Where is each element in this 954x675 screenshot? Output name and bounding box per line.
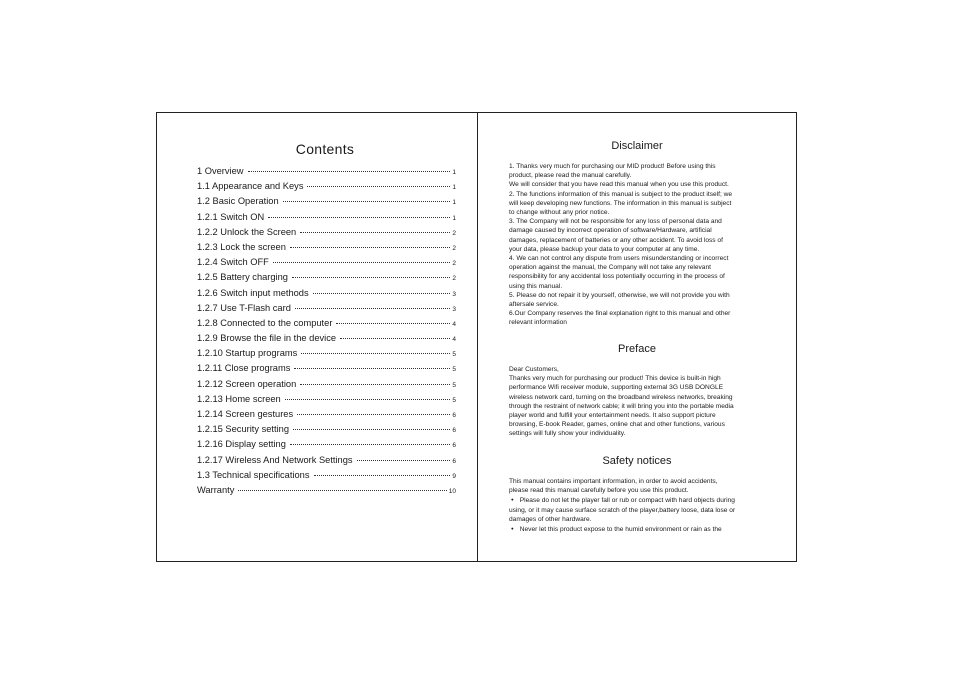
toc-entry-title: 1.2.14 Screen gestures <box>197 409 294 419</box>
toc-entry <box>197 485 456 500</box>
text-line: responsibility for any accidental loss potentially occurring in the process of <box>509 273 725 281</box>
toc-entry <box>197 470 456 485</box>
toc-leader-dots <box>313 293 451 294</box>
toc-entry-title: 1.2.1 Switch ON <box>197 211 265 222</box>
manual-spread <box>156 112 797 562</box>
text-line: 5. Please do not repair it by yourself, otherwise, we will not provide you with <box>509 291 730 299</box>
toc-entry <box>197 212 456 227</box>
preface-greeting: Dear Customers, <box>509 366 559 373</box>
toc-entry-page: 6 <box>452 427 456 435</box>
toc-entry-page: 1 <box>452 169 456 176</box>
toc-entry-title: 1.2.4 Switch OFF <box>197 257 269 268</box>
toc-entry-title: 1.2.7 Use T-Flash card <box>197 302 291 313</box>
toc-entry <box>197 394 456 409</box>
toc-entry-page: 1 <box>452 184 456 192</box>
toc-entry <box>197 242 456 257</box>
toc-entry-page: 2 <box>452 244 456 252</box>
toc-entry <box>197 439 456 454</box>
contents-page <box>157 113 477 561</box>
toc-entry-title: 1.2.11 Close programs <box>197 363 291 374</box>
toc-leader-dots <box>285 399 451 400</box>
text-line: browsing, E-book Reader, games, online chat and other functions, various <box>509 421 725 429</box>
toc-entry-page: 4 <box>452 336 456 344</box>
toc-entry-title: 1.2.10 Startup programs <box>197 348 298 359</box>
text-line: through the restraint of network cable; it will bring you into the portable media <box>509 402 734 410</box>
toc-entry-title: 1.2.15 Security setting <box>197 424 289 435</box>
text-line: wireless network card, turning on the broadband wireless networks, breaking <box>509 393 733 401</box>
text-line: settings will fully show your individuality. <box>509 430 626 438</box>
safety-text <box>509 477 765 534</box>
text-line: using this manual. <box>509 282 563 290</box>
safety-intro <box>509 477 765 495</box>
toc-entry <box>197 227 456 242</box>
toc-entry-page: 2 <box>452 229 456 237</box>
toc-entry-page: 10 <box>448 487 456 495</box>
toc-entry-title: 1.2.12 Screen operation <box>197 378 297 389</box>
text-line: please read this manual carefully before you use this product. <box>509 487 689 495</box>
toc-leader-dots <box>292 277 450 278</box>
disclaimer-text <box>509 162 765 328</box>
text-line: player world and fulfill your entertainment needs. It also support picture <box>509 412 716 420</box>
toc-leader-dots <box>314 475 451 476</box>
toc-entry-title: 1.2.2 Unlock the Screen <box>197 226 297 237</box>
toc-entry <box>197 318 456 333</box>
toc-entry-title: Warranty <box>197 484 235 495</box>
toc-entry-page: 1 <box>452 199 456 207</box>
toc-entry-title: 1.2.16 Display setting <box>197 439 286 450</box>
contents-title: Contents <box>295 141 355 157</box>
toc-entry <box>197 455 456 470</box>
safety-title: Safety notices <box>602 455 672 467</box>
toc-leader-dots <box>273 262 451 263</box>
toc-leader-dots <box>301 353 450 354</box>
preface-body <box>509 374 765 438</box>
toc-entry-title: 1.2.17 Wireless And Network Settings <box>197 454 353 465</box>
text-line: 6.Our Company reserves the final explanation right to this manual and other <box>509 310 731 318</box>
text-line: product, please read the manual carefully. <box>509 172 632 180</box>
toc-leader-dots <box>268 217 450 218</box>
text-line: Thanks very much for purchasing our product! This device is built-in high <box>509 375 721 383</box>
toc-entry-page: 5 <box>452 366 456 374</box>
toc-entry <box>197 424 456 439</box>
toc-entry-title: 1.2.9 Browse the file in the device <box>197 333 337 344</box>
toc-leader-dots <box>294 368 450 369</box>
toc-entry-title: 1.2.8 Connected to the computer <box>197 317 333 328</box>
toc-entry-title: 1.2.6 Switch input methods <box>197 287 309 298</box>
toc-entry-page: 4 <box>452 320 456 328</box>
toc-leader-dots <box>307 186 450 187</box>
safety-bullet-1 <box>509 495 765 524</box>
toc-entry-title: 1.2 Basic Operation <box>197 196 279 207</box>
toc-leader-dots <box>340 338 450 339</box>
text-line: ● Please do not let the player fall or rub or compact with hard objects during <box>509 495 765 505</box>
text-line: 1. Thanks very much for purchasing our MID product! Before using this <box>509 163 716 170</box>
toc-entry <box>197 363 456 378</box>
toc-leader-dots <box>357 460 451 461</box>
text-line: aftersale service. <box>509 301 559 309</box>
toc-entry-page: 9 <box>452 472 456 480</box>
toc-entry <box>197 379 456 394</box>
toc-entry <box>197 257 456 272</box>
text-line: 3. The Company will not be responsible for any loss of personal data and <box>509 218 722 226</box>
toc-entry-title: 1.2.5 Battery charging <box>197 272 288 283</box>
toc-leader-dots <box>248 171 451 172</box>
toc-entry-page: 3 <box>452 290 456 298</box>
text-line: your data, please backup your data to your computer at any time. <box>509 245 700 253</box>
toc-entry <box>197 272 456 287</box>
toc-leader-dots <box>238 490 446 491</box>
toc-entry <box>197 181 456 196</box>
text-line: 4. We can not control any dispute from users misunderstanding or incorrect <box>509 255 729 263</box>
preface-title: Preface <box>618 343 656 355</box>
text-line: This manual contains important information, in order to avoid accidents, <box>509 478 718 485</box>
text-line: damages of other hardware. <box>509 515 592 523</box>
text-line: operation against the manual, the Company will not take any relevant <box>509 264 711 272</box>
text-page <box>478 113 796 561</box>
toc-entry-page: 2 <box>452 275 456 283</box>
toc-entry <box>197 196 456 211</box>
text-line: to change without any prior notice. <box>509 209 610 217</box>
text-line: using, or it may cause surface scratch of the player,battery loose, data lose or <box>509 506 736 514</box>
toc-entry-page: 6 <box>452 457 456 465</box>
toc-entry-page: 5 <box>452 351 456 359</box>
text-line: damages, replacement of batteries or any other accident. To avoid loss of <box>509 236 723 244</box>
toc-entry-page: 5 <box>452 381 456 389</box>
text-line: ● Never let this product expose to the humid environment or rain as the <box>509 524 765 534</box>
toc-leader-dots <box>297 414 450 415</box>
table-of-contents <box>197 166 456 500</box>
toc-entry-title: 1.1 Appearance and Keys <box>197 181 304 192</box>
text-line: will keep developing new functions. The information in this manual is subject <box>509 199 732 207</box>
text-line: We will consider that you have read this manual when you use this product. <box>509 181 729 189</box>
toc-entry-page: 1 <box>452 214 456 222</box>
toc-leader-dots <box>295 308 451 309</box>
preface-text <box>509 365 765 439</box>
toc-entry <box>197 333 456 348</box>
toc-entry-page: 3 <box>452 305 456 313</box>
toc-entry-title: 1 Overview <box>197 166 244 176</box>
toc-entry <box>197 348 456 363</box>
toc-leader-dots <box>336 323 450 324</box>
disclaimer-title: Disclaimer <box>611 140 663 152</box>
text-line: relevant information <box>509 319 567 327</box>
toc-leader-dots <box>290 444 450 445</box>
toc-entry <box>197 166 456 181</box>
toc-entry-title: 1.2.13 Home screen <box>197 393 281 404</box>
toc-entry-title: 1.2.3 Lock the screen <box>197 241 286 252</box>
text-line: damage caused by incorrect operation of software/Hardware, artificial <box>509 227 712 235</box>
safety-bullet-2 <box>509 524 765 534</box>
toc-leader-dots <box>293 429 450 430</box>
toc-entry <box>197 303 456 318</box>
toc-leader-dots <box>283 201 451 202</box>
toc-leader-dots <box>300 384 450 385</box>
toc-entry-page: 6 <box>452 442 456 450</box>
toc-entry-page: 2 <box>452 260 456 268</box>
toc-leader-dots <box>300 232 450 233</box>
toc-entry-title: 1.3 Technical specifications <box>197 469 310 480</box>
text-line: performance Wifi receiver module, supporting external 3G USB DONGLE <box>509 384 724 392</box>
toc-entry <box>197 409 456 424</box>
toc-entry-page: 6 <box>452 412 456 419</box>
toc-entry-page: 5 <box>452 396 456 404</box>
toc-entry <box>197 288 456 303</box>
text-line: 2. The functions information of this manual is subject to the product itself; we <box>509 190 733 198</box>
toc-leader-dots <box>290 247 450 248</box>
